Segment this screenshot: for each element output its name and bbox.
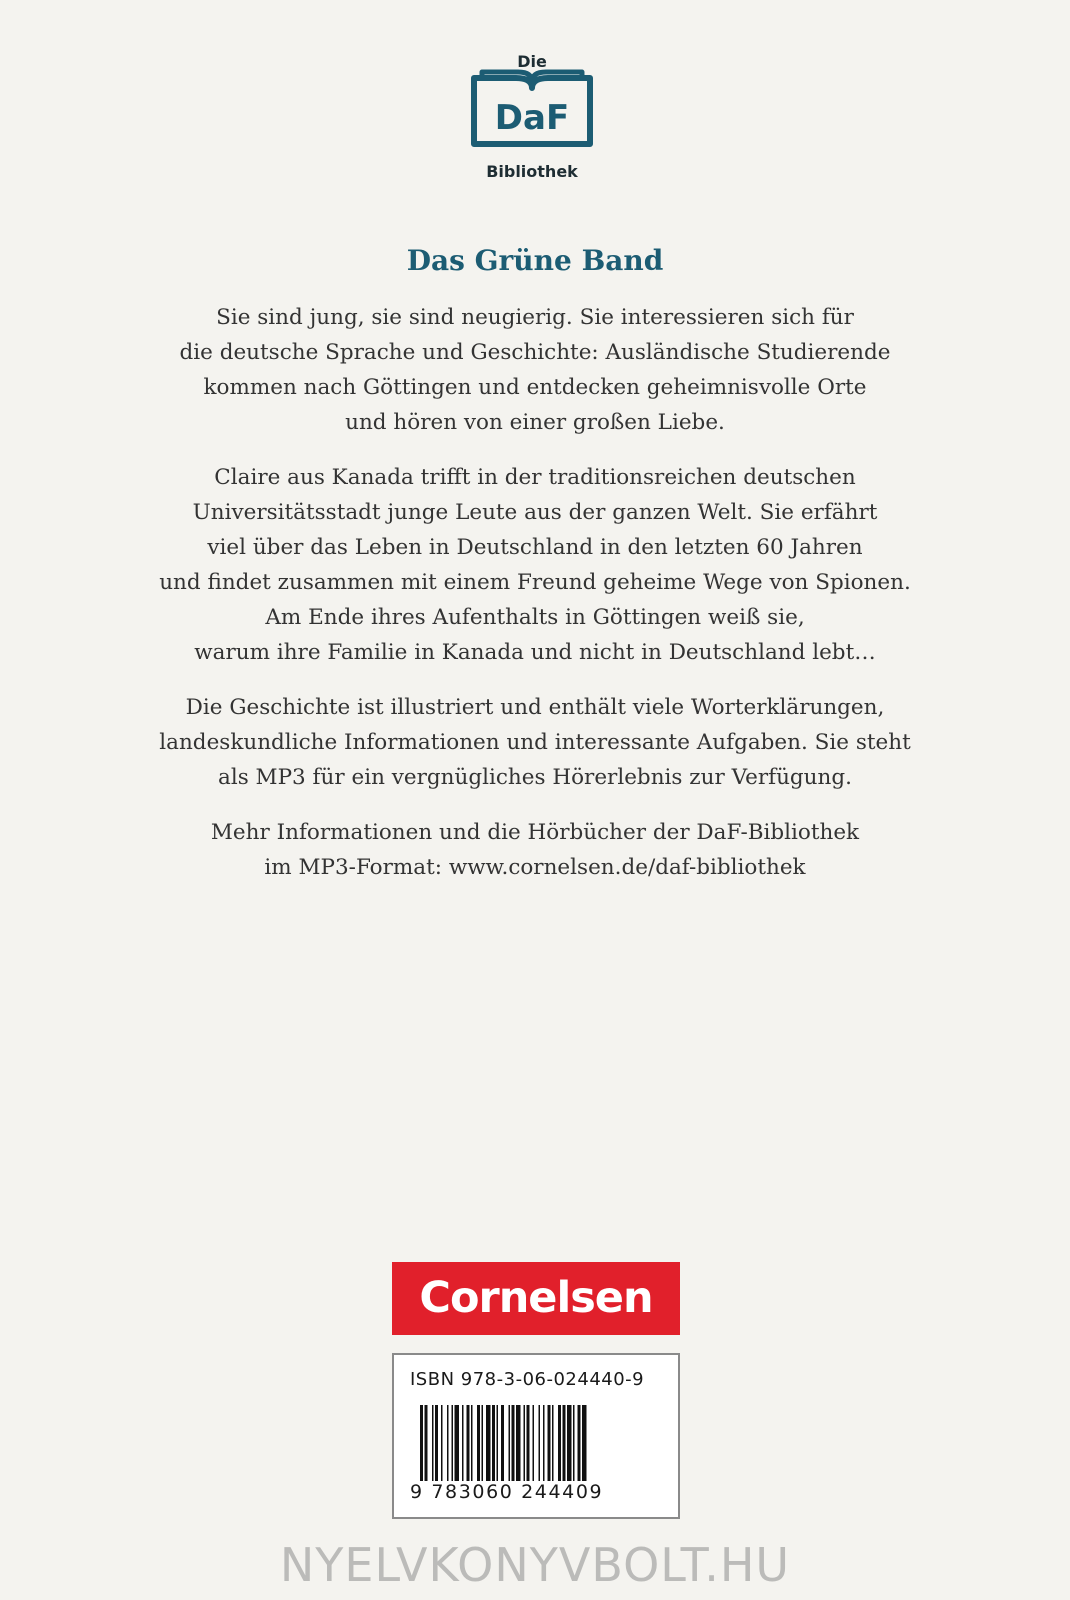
blurb-paragraph-2	[110, 460, 960, 670]
blurb-line: im MP3-Format: www.cornelsen.de/daf-bibliothek	[264, 855, 806, 880]
blurb-line: Sie sind jung, sie sind neugierig. Sie interessieren sich für	[216, 305, 854, 330]
blurb-line: Am Ende ihres Aufenthalts in Göttingen weiß sie,	[265, 605, 805, 630]
blurb-line: Claire aus Kanada trifft in der traditionsreichen deutschen	[214, 465, 856, 490]
book-title: Das Grüne Band	[406, 244, 664, 277]
logo-center-text: DaF	[494, 98, 570, 138]
blurb-line: die deutsche Sprache und Geschichte: Ausländische Studierende	[179, 340, 891, 365]
blurb	[110, 300, 960, 905]
isbn-label: ISBN 978-3-06-024440-9	[410, 1369, 645, 1390]
blurb-line: Mehr Informationen und die Hörbücher der DaF-Bibliothek	[210, 820, 860, 845]
blurb-line: kommen nach Göttingen und entdecken geheimnisvolle Orte	[203, 375, 867, 400]
daf-bibliothek-logo	[452, 48, 612, 188]
blurb-line: Die Geschichte ist illustriert und enthält viele Worterklärungen,	[185, 695, 885, 720]
blurb-paragraph-3	[110, 690, 960, 795]
isbn-barcode-box	[392, 1353, 680, 1519]
blurb-line: landeskundliche Informationen und interessante Aufgaben. Sie steht	[159, 730, 911, 755]
barcode-digits: 9 783060 244409	[410, 1481, 604, 1503]
blurb-line: und findet zusammen mit einem Freund geheime Wege von Spionen.	[159, 570, 911, 595]
blurb-line: viel über das Leben in Deutschland in den letzten 60 Jahren	[207, 535, 863, 560]
logo-top-text: Die	[517, 52, 547, 71]
barcode-icon	[420, 1405, 656, 1481]
blurb-line: und hören von einer großen Liebe.	[345, 410, 725, 435]
publisher-logo: Cornelsen	[392, 1262, 680, 1335]
blurb-paragraph-4	[110, 815, 960, 885]
logo-bottom-text: Bibliothek	[486, 162, 578, 181]
blurb-line: warum ihre Familie in Kanada und nicht in Deutschland lebt…	[194, 640, 876, 665]
blurb-line: als MP3 für ein vergnügliches Hörerlebnis zur Verfügung.	[218, 765, 852, 790]
blurb-line: Universitätsstadt junge Leute aus der ganzen Welt. Sie erfährt	[192, 500, 878, 525]
blurb-paragraph-1	[110, 300, 960, 440]
watermark: NYELVKONYVBOLT.HU	[279, 1538, 791, 1592]
